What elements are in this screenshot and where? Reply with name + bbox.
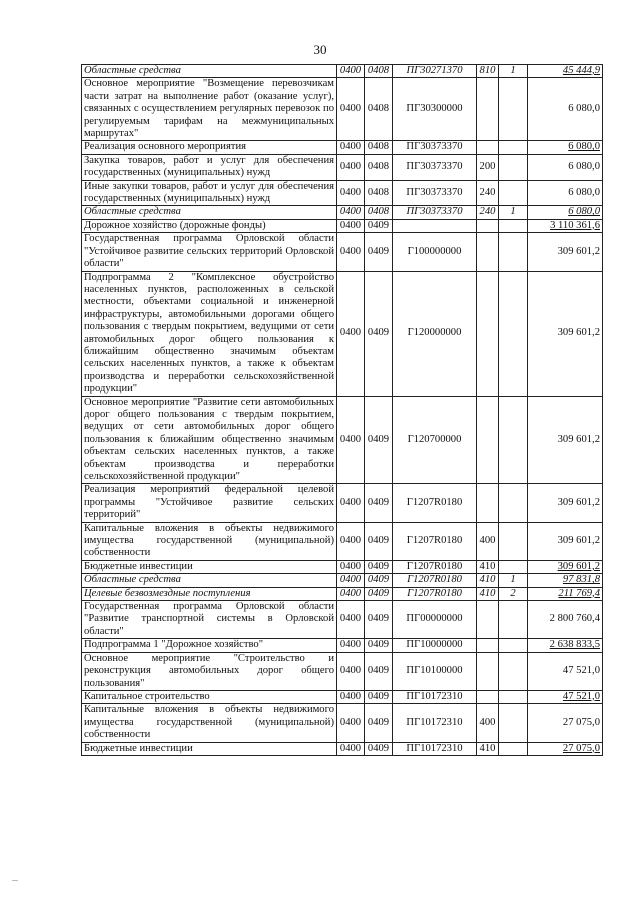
expense-type-code: 240 xyxy=(477,206,499,219)
subsection-code: 0409 xyxy=(365,271,393,396)
target-article-code: Г1207R0180 xyxy=(393,587,477,600)
subsection-code: 0409 xyxy=(365,601,393,639)
funding-source-code xyxy=(499,522,528,560)
expense-type-code xyxy=(477,639,499,652)
row-name: Капитальное строительство xyxy=(82,690,337,703)
subsection-code: 0409 xyxy=(365,704,393,742)
subsection-code: 0408 xyxy=(365,65,393,78)
section-code: 0400 xyxy=(337,522,365,560)
row-name: Капитальные вложения в объекты недвижимого имущества государственной (муниципальной) собственности xyxy=(82,522,337,560)
table-row xyxy=(82,219,603,232)
subsection-code: 0409 xyxy=(365,690,393,703)
amount: 2 800 760,4 xyxy=(528,601,603,639)
subsection-code: 0408 xyxy=(365,206,393,219)
table-row xyxy=(82,396,603,484)
funding-source-code: 2 xyxy=(499,587,528,600)
table-row xyxy=(82,484,603,522)
target-article-code: ПГ10172310 xyxy=(393,704,477,742)
subsection-code: 0408 xyxy=(365,180,393,206)
expense-type-code xyxy=(477,233,499,271)
subsection-code: 0409 xyxy=(365,652,393,690)
amount: 6 080,0 xyxy=(528,154,603,180)
amount: 211 769,4 xyxy=(528,587,603,600)
target-article-code: ПГ30271370 xyxy=(393,65,477,78)
funding-source-code xyxy=(499,704,528,742)
table-row xyxy=(82,206,603,219)
table-row xyxy=(82,639,603,652)
row-name: Реализация основного мероприятия xyxy=(82,141,337,154)
target-article-code: Г1207R0180 xyxy=(393,560,477,573)
row-name: Подпрограмма 2 "Комплексное обустройство населенных пунктов, расположенных в сельской местности, объектами социальной и инженерной инфраструктуры, автомобильными дорогами общего пользования с твердым покрытием, ведущими от сети автомобильных дорог общего пользования к ближайшим общественно значимым объектам сельских населенных пунктов, а также к объектам производства и переработки сельскохозяйственной продукции" xyxy=(82,271,337,396)
amount: 6 080,0 xyxy=(528,206,603,219)
subsection-code: 0408 xyxy=(365,154,393,180)
row-name: Областные средства xyxy=(82,574,337,587)
target-article-code: Г100000000 xyxy=(393,233,477,271)
target-article-code: Г1207R0180 xyxy=(393,574,477,587)
section-code: 0400 xyxy=(337,587,365,600)
section-code: 0400 xyxy=(337,601,365,639)
target-article-code: ПГ10000000 xyxy=(393,639,477,652)
expense-type-code: 810 xyxy=(477,65,499,78)
expense-type-code xyxy=(477,396,499,484)
target-article-code: ПГ10100000 xyxy=(393,652,477,690)
funding-source-code xyxy=(499,652,528,690)
table-row xyxy=(82,180,603,206)
amount: 309 601,2 xyxy=(528,522,603,560)
funding-source-code xyxy=(499,141,528,154)
section-code: 0400 xyxy=(337,690,365,703)
table-row xyxy=(82,560,603,573)
table-row xyxy=(82,587,603,600)
amount: 2 638 833,5 xyxy=(528,639,603,652)
table-row xyxy=(82,652,603,690)
funding-source-code xyxy=(499,78,528,141)
subsection-code: 0409 xyxy=(365,574,393,587)
table-row xyxy=(82,522,603,560)
target-article-code: Г120000000 xyxy=(393,271,477,396)
row-name: Бюджетные инвестиции xyxy=(82,742,337,755)
row-name: Основное мероприятие "Возмещение перевозчикам части затрат на выполнение работ (оказание услуг), связанных с осуществлением регулярных перевозок по регулируемым тарифам на межмуниципальных маршрутах" xyxy=(82,78,337,141)
subsection-code: 0409 xyxy=(365,233,393,271)
funding-source-code xyxy=(499,396,528,484)
target-article-code: ПГ30373370 xyxy=(393,180,477,206)
subsection-code: 0409 xyxy=(365,742,393,755)
amount: 6 080,0 xyxy=(528,78,603,141)
section-code: 0400 xyxy=(337,574,365,587)
amount: 6 080,0 xyxy=(528,141,603,154)
section-code: 0400 xyxy=(337,704,365,742)
table-row xyxy=(82,154,603,180)
target-article-code: ПГ00000000 xyxy=(393,601,477,639)
section-code: 0400 xyxy=(337,484,365,522)
table-row xyxy=(82,65,603,78)
table-row xyxy=(82,742,603,755)
row-name: Основное мероприятие "Строительство и реконструкция автомобильных дорог общего пользования" xyxy=(82,652,337,690)
target-article-code: Г120700000 xyxy=(393,396,477,484)
row-name: Областные средства xyxy=(82,65,337,78)
expense-type-code: 400 xyxy=(477,522,499,560)
expense-type-code: 410 xyxy=(477,742,499,755)
section-code: 0400 xyxy=(337,271,365,396)
amount: 309 601,2 xyxy=(528,560,603,573)
row-name: Подпрограмма 1 "Дорожное хозяйство" xyxy=(82,639,337,652)
page-number: 30 xyxy=(313,42,327,57)
target-article-code xyxy=(393,219,477,232)
funding-source-code xyxy=(499,742,528,755)
subsection-code: 0409 xyxy=(365,639,393,652)
target-article-code: Г1207R0180 xyxy=(393,484,477,522)
amount: 309 601,2 xyxy=(528,233,603,271)
row-name: Дорожное хозяйство (дорожные фонды) xyxy=(82,219,337,232)
scan-mark xyxy=(12,880,18,881)
table-row xyxy=(82,233,603,271)
row-name: Реализация мероприятий федеральной целевой программы "Устойчивое развитие сельских территорий" xyxy=(82,484,337,522)
section-code: 0400 xyxy=(337,639,365,652)
amount: 309 601,2 xyxy=(528,484,603,522)
table-row xyxy=(82,574,603,587)
expense-type-code: 400 xyxy=(477,704,499,742)
section-code: 0400 xyxy=(337,78,365,141)
expense-type-code xyxy=(477,219,499,232)
funding-source-code xyxy=(499,690,528,703)
section-code: 0400 xyxy=(337,219,365,232)
expense-type-code: 410 xyxy=(477,587,499,600)
row-name: Закупка товаров, работ и услуг для обеспечения государственных (муниципальных) нужд xyxy=(82,154,337,180)
section-code: 0400 xyxy=(337,154,365,180)
row-name: Государственная программа Орловской области "Устойчивое развитие сельских территорий Орловской области" xyxy=(82,233,337,271)
row-name: Иные закупки товаров, работ и услуг для обеспечения государственных (муниципальных) нужд xyxy=(82,180,337,206)
section-code: 0400 xyxy=(337,560,365,573)
funding-source-code xyxy=(499,219,528,232)
subsection-code: 0409 xyxy=(365,484,393,522)
amount: 97 831,8 xyxy=(528,574,603,587)
funding-source-code: 1 xyxy=(499,65,528,78)
row-name: Капитальные вложения в объекты недвижимого имущества государственной (муниципальной) собственности xyxy=(82,704,337,742)
funding-source-code xyxy=(499,233,528,271)
funding-source-code xyxy=(499,560,528,573)
section-code: 0400 xyxy=(337,141,365,154)
amount: 6 080,0 xyxy=(528,180,603,206)
amount: 27 075,0 xyxy=(528,742,603,755)
target-article-code: ПГ30373370 xyxy=(393,154,477,180)
expense-type-code xyxy=(477,690,499,703)
expense-type-code: 410 xyxy=(477,574,499,587)
section-code: 0400 xyxy=(337,652,365,690)
funding-source-code xyxy=(499,639,528,652)
subsection-code: 0408 xyxy=(365,78,393,141)
expense-type-code: 200 xyxy=(477,154,499,180)
expense-type-code xyxy=(477,78,499,141)
funding-source-code xyxy=(499,271,528,396)
expense-type-code xyxy=(477,652,499,690)
target-article-code: Г1207R0180 xyxy=(393,522,477,560)
funding-source-code xyxy=(499,601,528,639)
section-code: 0400 xyxy=(337,206,365,219)
expense-type-code: 410 xyxy=(477,560,499,573)
subsection-code: 0409 xyxy=(365,522,393,560)
budget-table xyxy=(81,64,603,756)
expense-type-code xyxy=(477,601,499,639)
row-name: Целевые безвозмездные поступления xyxy=(82,587,337,600)
expense-type-code xyxy=(477,271,499,396)
row-name: Государственная программа Орловской области "Развитие транспортной системы в Орловской области" xyxy=(82,601,337,639)
row-name: Областные средства xyxy=(82,206,337,219)
amount: 3 110 361,6 xyxy=(528,219,603,232)
subsection-code: 0409 xyxy=(365,396,393,484)
funding-source-code: 1 xyxy=(499,206,528,219)
target-article-code: ПГ30300000 xyxy=(393,78,477,141)
row-name: Бюджетные инвестиции xyxy=(82,560,337,573)
section-code: 0400 xyxy=(337,742,365,755)
target-article-code: ПГ10172310 xyxy=(393,742,477,755)
table-row xyxy=(82,141,603,154)
table-row xyxy=(82,690,603,703)
target-article-code: ПГ30373370 xyxy=(393,141,477,154)
table-row xyxy=(82,704,603,742)
expense-type-code: 240 xyxy=(477,180,499,206)
target-article-code: ПГ30373370 xyxy=(393,206,477,219)
section-code: 0400 xyxy=(337,180,365,206)
section-code: 0400 xyxy=(337,233,365,271)
amount: 309 601,2 xyxy=(528,271,603,396)
amount: 45 444,9 xyxy=(528,65,603,78)
funding-source-code xyxy=(499,154,528,180)
table-row xyxy=(82,271,603,396)
amount: 27 075,0 xyxy=(528,704,603,742)
expense-type-code xyxy=(477,141,499,154)
section-code: 0400 xyxy=(337,396,365,484)
section-code: 0400 xyxy=(337,65,365,78)
target-article-code: ПГ10172310 xyxy=(393,690,477,703)
funding-source-code xyxy=(499,180,528,206)
amount: 47 521,0 xyxy=(528,652,603,690)
subsection-code: 0409 xyxy=(365,560,393,573)
amount: 47 521,0 xyxy=(528,690,603,703)
funding-source-code xyxy=(499,484,528,522)
table-row xyxy=(82,78,603,141)
amount: 309 601,2 xyxy=(528,396,603,484)
subsection-code: 0409 xyxy=(365,587,393,600)
subsection-code: 0408 xyxy=(365,141,393,154)
table-row xyxy=(82,601,603,639)
row-name: Основное мероприятие "Развитие сети автомобильных дорог общего пользования с твердым покрытием, ведущих от сети автомобильных дорог общего пользования к ближайшим общественно значимым объектам сельских населенных пунктов, а также объектам производства и переработки сельскохозяйственной продукции" xyxy=(82,396,337,484)
subsection-code: 0409 xyxy=(365,219,393,232)
funding-source-code: 1 xyxy=(499,574,528,587)
expense-type-code xyxy=(477,484,499,522)
